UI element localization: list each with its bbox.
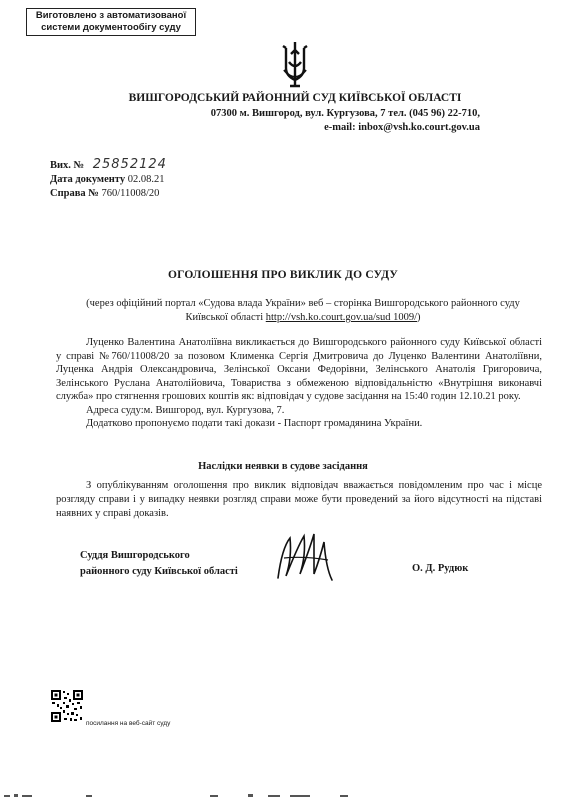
case-label: Справа №	[50, 188, 99, 199]
trident-emblem-icon	[280, 40, 310, 90]
date-label: Дата документу	[50, 174, 126, 185]
case-number-row	[50, 187, 167, 201]
outgoing-number: 25852124	[92, 157, 167, 172]
document-date-row	[50, 173, 167, 187]
judge-title-line-2: районного суду Київської області	[80, 566, 238, 577]
court-website-link[interactable]: http://vsh.ko.court.gov.ua/sud 1009/	[265, 312, 418, 323]
announcement-subtitle	[60, 297, 546, 325]
scan-edge-marks	[0, 793, 566, 799]
outgoing-label: Вих. №	[50, 160, 85, 171]
court-address-block	[140, 107, 480, 135]
case-value: 760/11008/20	[101, 188, 160, 199]
stamp-line-2: системи документообігу суду	[41, 22, 181, 33]
qr-code-icon[interactable]	[50, 689, 84, 723]
subtitle-line-2-prefix: Київської області	[185, 312, 266, 323]
subtitle-line-1: (через офіційний портал «Судова влада України» веб – сторінка Вишгородського районного суду	[86, 298, 520, 309]
automation-stamp	[26, 8, 196, 36]
consequences-body	[56, 479, 542, 521]
stamp-line-1: Виготовлено з автоматизованої	[35, 10, 187, 21]
judge-title	[80, 548, 238, 580]
court-address-paragraph: Адреса суду:м. Вишгород, вул. Кургузова, 7.	[86, 404, 285, 416]
outgoing-number-row	[50, 158, 167, 173]
summons-paragraph: Луценко Валентина Анатоліївна викликається до Вишгородського районного суду Київської області у справі №760/11008/20 за позовом Клименка Сергія Дмитровича до Луценко Валентини Анатоліївни, Луценка Андрія Олександровича, Зелінської Оксани Федорівни, Зелінського Анатолія Григоровича, Зелінського Руслана Анатолійовича, Товариства з обмеженою відповідальністю «Внутрішня виконавчі служба» про стягнення грошових коштів як: відповідач у судове засідання на 15:40 годин 12.10.21 року.	[56, 337, 542, 402]
subtitle-line-2-suffix: )	[417, 312, 421, 323]
announcement-body	[56, 336, 542, 431]
document-meta	[50, 158, 167, 201]
judge-name: О. Д. Рудюк	[412, 563, 469, 574]
announcement-title: ОГОЛОШЕННЯ ПРО ВИКЛИК ДО СУДУ	[167, 269, 399, 281]
court-name: ВИШГОРОДСЬКИЙ РАЙОННИЙ СУД КИЇВСЬКОЇ ОБЛАСТІ	[128, 92, 462, 104]
judge-title-line-1: Суддя Вишгородського	[80, 550, 190, 561]
consequences-paragraph: З опублікуванням оголошення про виклик відповідач вважається повідомленим про час і місце розгляду справи і у випадку неявки розгляд справи може бути проведений за його відсутності на підставі наявних у справі доказів.	[56, 480, 542, 519]
court-address: 07300 м. Вишгород, вул. Кургузова, 7 тел. (045 96) 22-710,	[210, 108, 480, 119]
consequences-heading: Наслідки неявки в судове засідання	[198, 461, 368, 472]
handwritten-signature	[270, 528, 340, 588]
evidence-paragraph: Додатково пропонуємо подати такі докази - Паспорт громадянина України.	[86, 418, 423, 429]
qr-caption: посилання на веб-сайт суду	[86, 720, 171, 727]
date-value: 02.08.21	[127, 174, 165, 185]
court-email: e-mail: inbox@vsh.ko.court.gov.ua	[324, 122, 480, 133]
